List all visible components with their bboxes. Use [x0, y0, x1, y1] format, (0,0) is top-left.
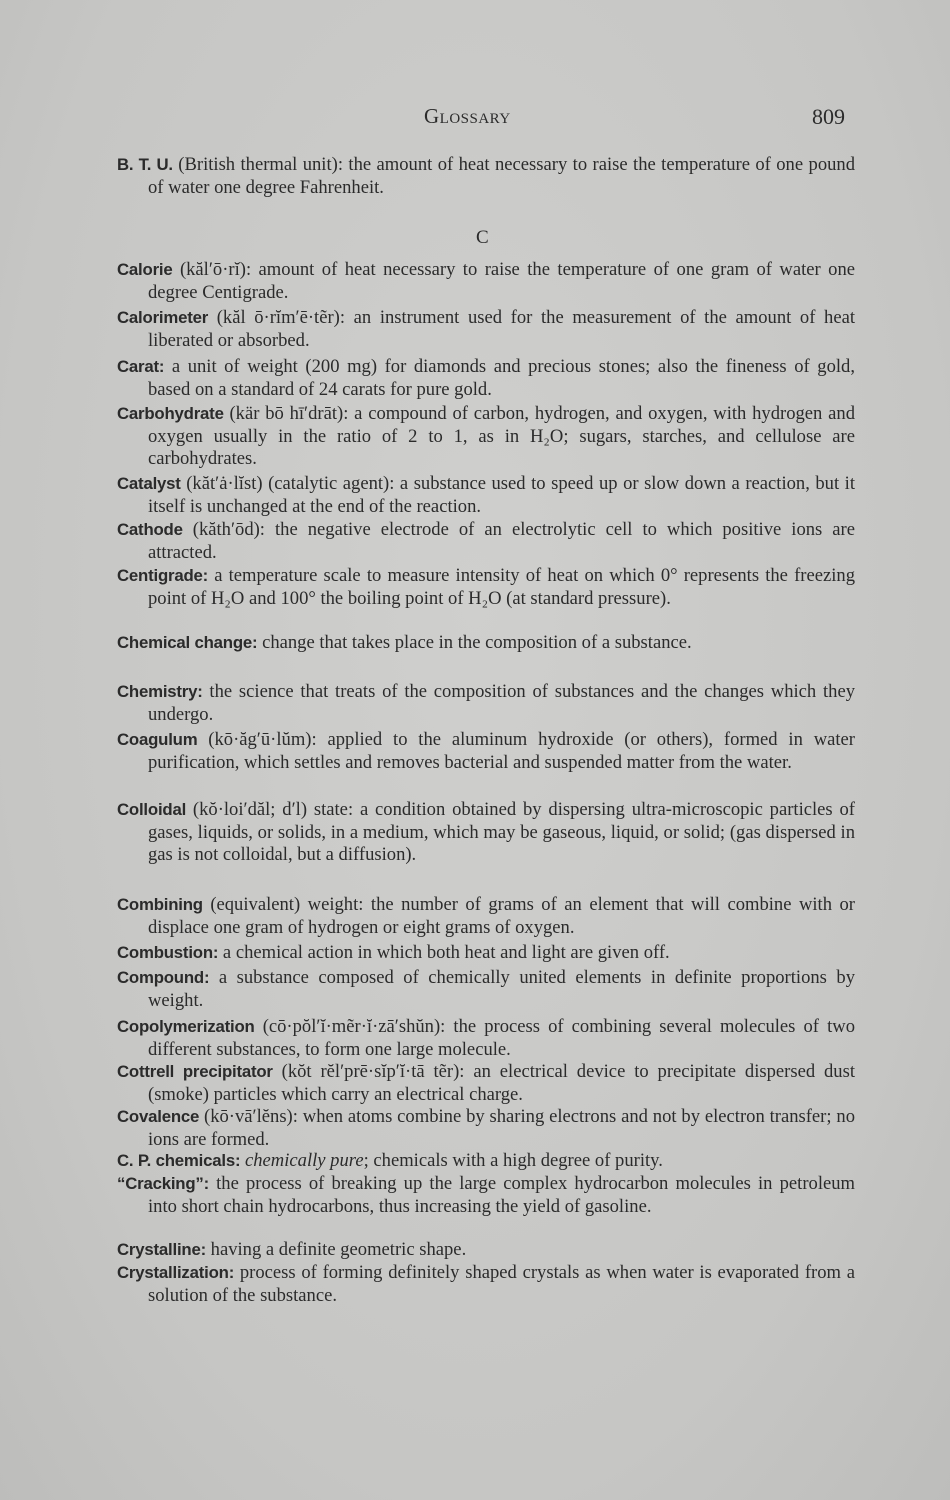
- glossary-term: Cottrell precipitator: [117, 1062, 273, 1081]
- glossary-entry: [117, 473, 855, 518]
- glossary-term: Chemistry:: [117, 682, 203, 701]
- glossary-definition: (British thermal unit): the amount of heat necessary to raise the temperature of one pound of water one degree Fahrenheit.: [148, 154, 856, 198]
- glossary-definition: a temperature scale to measure intensity of heat on which 0° represents the freezing point of H₂O and 100° the boiling point of H₂O (at standard pressure).: [148, 565, 855, 609]
- glossary-definition: the process of breaking up the large complex hydrocarbon molecules in petroleum into short chain hydrocarbons, thus increasing the yield of gasoline.: [148, 1173, 855, 1217]
- glossary-entry: [117, 967, 855, 1012]
- running-head-title: Glossary: [424, 104, 511, 128]
- glossary-term: Covalence: [117, 1107, 200, 1126]
- glossary-definition: (kăth′ōd): the negative electrode of an electrolytic cell to which positive ions are attracted.: [148, 519, 855, 563]
- glossary-definition: (equivalent) weight: the number of grams of an element that will combine with or displace one gram of hydrogen or eight grams of oxygen.: [148, 894, 855, 938]
- glossary-term: Colloidal: [117, 800, 187, 819]
- glossary-definition: a chemical action in which both heat and light are given off.: [218, 942, 670, 963]
- glossary-definition: ; chemicals with a high degree of purity.: [363, 1150, 663, 1171]
- glossary-term: Combustion:: [117, 943, 219, 962]
- glossary-definition: (kär bō hī′drāt): a compound of carbon, hydrogen, and oxygen, with hydrogen and oxygen usually in the ratio of 2 to 1, as in H₂O; sugars, starches, and cellulose are carbohydrates.: [148, 403, 855, 470]
- glossary-term: Carat:: [117, 357, 165, 376]
- glossary-term: Combining: [117, 895, 203, 914]
- glossary-definition: change that takes place in the composition of a substance.: [257, 632, 692, 653]
- glossary-entry: [117, 519, 855, 564]
- glossary-term: Copolymerization: [117, 1017, 255, 1036]
- glossary-term: Crystallization:: [117, 1263, 235, 1282]
- glossary-definition: (kō·vā′lĕns): when atoms combine by sharing electrons and not by electron transfer; no ions are formed.: [148, 1106, 855, 1150]
- glossary-definition: the science that treats of the composition of substances and the changes which they undergo.: [148, 681, 855, 725]
- glossary-entry: [117, 1173, 855, 1218]
- glossary-term: Carbohydrate: [117, 404, 224, 423]
- page-number: 809: [812, 104, 845, 129]
- glossary-term: Chemical change:: [117, 633, 258, 652]
- glossary-entry: [117, 1061, 855, 1106]
- glossary-definition: a substance composed of chemically united elements in definite proportions by weight.: [148, 967, 855, 1011]
- glossary-definition: (kō·ăg′ū·lŭm): applied to the aluminum hydroxide (or others), formed in water purification, which settles and removes bacterial and suspended matter from the water.: [148, 729, 855, 773]
- glossary-entry: [117, 942, 855, 965]
- glossary-entry: [117, 729, 855, 774]
- glossary-entry: [117, 894, 855, 939]
- glossary-entry: [117, 1016, 855, 1061]
- glossary-entry: [117, 799, 855, 867]
- glossary-definition: (kăl′ō·rĭ): amount of heat necessary to raise the temperature of one gram of water one degree Centigrade.: [148, 259, 855, 303]
- glossary-definition: (kŏt rĕl′prē·sĭp′ĭ·tā tẽr): an electrical device to precipitate dispersed dust (smoke) particles which carry an electrical charge.: [148, 1061, 855, 1105]
- glossary-entry: [117, 356, 855, 401]
- glossary-entry: [117, 565, 855, 610]
- glossary-entry: [117, 403, 855, 471]
- glossary-term: Centigrade:: [117, 566, 209, 585]
- glossary-term: “Cracking”:: [117, 1174, 209, 1193]
- section-letter-heading: C: [476, 227, 489, 248]
- glossary-entry: [117, 1150, 855, 1173]
- glossary-italic-text: chemically pure: [240, 1150, 364, 1171]
- glossary-definition: a unit of weight (200 mg) for diamonds and precious stones; also the fineness of gold, based on a standard of 24 carats for pure gold.: [148, 356, 855, 400]
- glossary-term: Compound:: [117, 968, 210, 987]
- glossary-term: B. T. U.: [117, 155, 173, 174]
- glossary-definition: process of forming definitely shaped crystals as when water is evaporated from a solution of the substance.: [148, 1262, 855, 1306]
- glossary-term: C. P. chemicals:: [117, 1151, 241, 1170]
- glossary-term: Catalyst: [117, 474, 181, 493]
- glossary-definition: (cō·pŏl′ĭ·mẽr·ĭ·zā′shŭn): the process of combining several molecules of two different substances, to form one large molecule.: [148, 1016, 855, 1060]
- glossary-entry: [117, 1262, 855, 1307]
- glossary-entry: [117, 1106, 855, 1151]
- glossary-definition: (kăt′ȧ·lĭst) (catalytic agent): a substance used to speed up or slow down a reaction, but it itself is unchanged at the end of the reaction.: [148, 473, 855, 517]
- glossary-definition: having a definite geometric shape.: [206, 1239, 467, 1260]
- glossary-term: Crystalline:: [117, 1240, 206, 1259]
- glossary-entry: [117, 307, 855, 352]
- glossary-term: Calorie: [117, 260, 173, 279]
- glossary-entry: [117, 632, 855, 655]
- glossary-term: Calorimeter: [117, 308, 209, 327]
- glossary-term: Cathode: [117, 520, 183, 539]
- glossary-entry: [117, 154, 855, 199]
- glossary-entry: [117, 259, 855, 304]
- glossary-definition: (kŏ·loi′dăl; d′l) state: a condition obtained by dispersing ultra-microscopic particles of gases, liquids, or solids, in a medium, which may be gaseous, liquid, or solid; (gas dispersed in gas is not colloidal, but a diffusion).: [148, 799, 855, 866]
- glossary-term: Coagulum: [117, 730, 198, 749]
- running-head: [0, 104, 950, 134]
- glossary-definition: (kăl ō·rĭm′ē·tẽr): an instrument used for the measurement of the amount of heat liberated or absorbed.: [148, 307, 855, 351]
- glossary-entry: [117, 1239, 855, 1262]
- glossary-entry: [117, 681, 855, 726]
